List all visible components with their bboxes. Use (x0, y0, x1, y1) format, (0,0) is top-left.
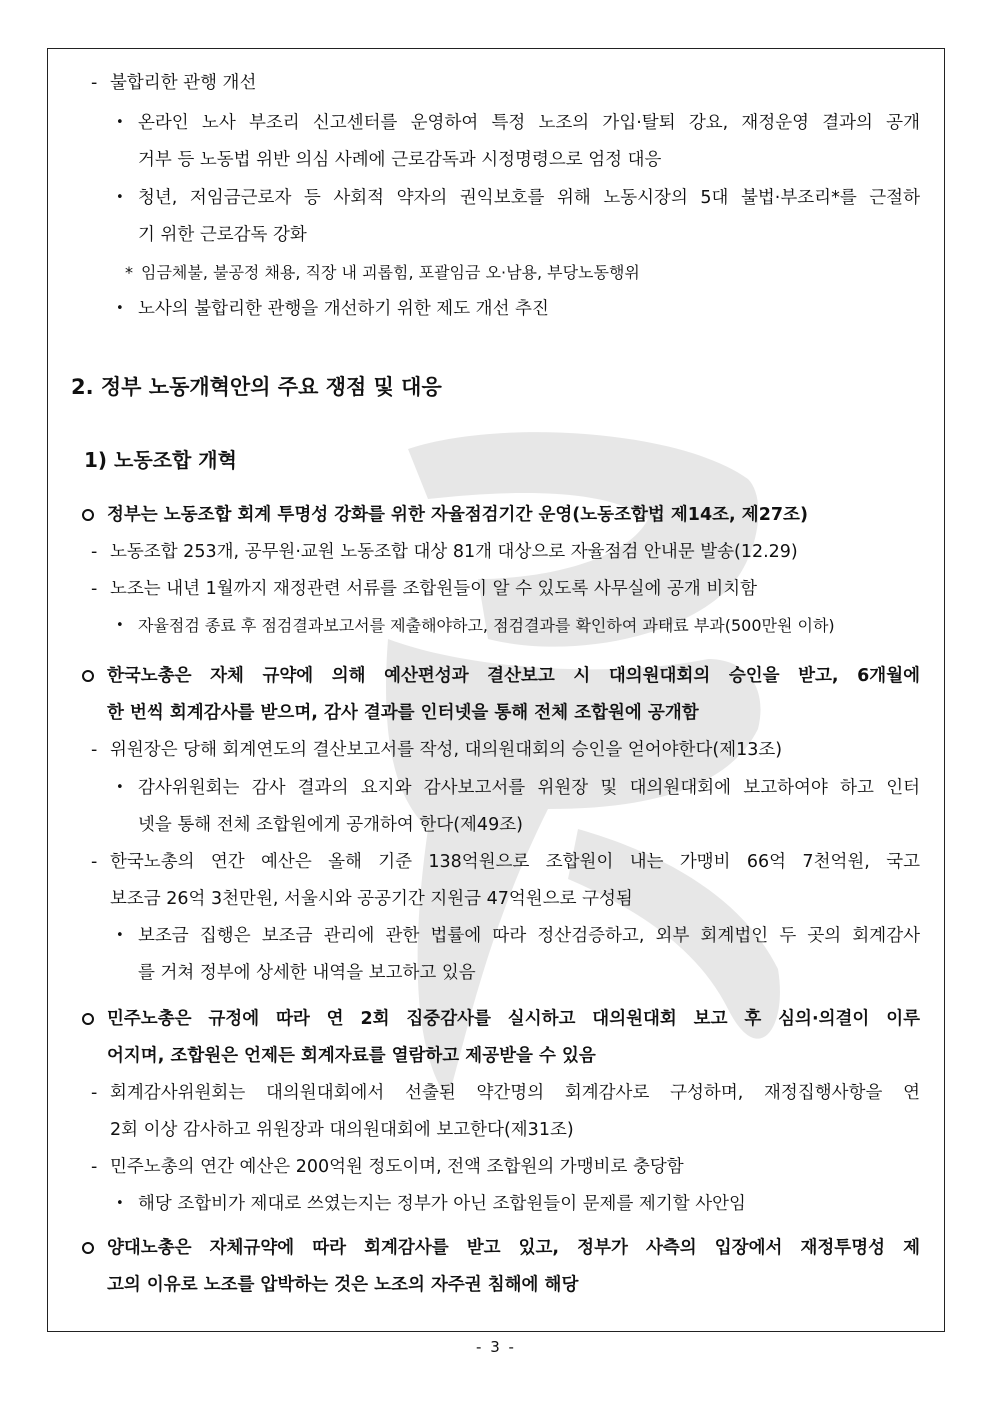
bullet-text: 온라인 노사 부조리 신고센터를 운영하여 특정 노조의 가입·탈퇴 강요, 재정운영 결과의 공개 (138, 113, 920, 133)
dash-marker: - (91, 542, 98, 562)
bullet-text: 해당 조합비가 제대로 쓰였는지는 정부가 아닌 조합원들이 문제를 제기할 사안임 (138, 1194, 746, 1214)
point-title: 정부는 노동조합 회계 투명성 강화를 위한 자율점검기간 운영(노동조합법 제14조, 제27조) (107, 505, 808, 525)
dash-text: 민주노총의 연간 예산은 200억원 정도이며, 전액 조합원의 가맹비로 충당함 (110, 1157, 684, 1177)
bullet-icon: • (116, 301, 124, 316)
point-title-cont: 고의 이유로 노조를 압박하는 것은 노조의 자주권 침해에 해당 (107, 1275, 579, 1295)
bullet-text: 자율점검 종료 후 점검결과보고서를 제출해야하고, 점검결과를 확인하여 과태료 부과(500만원 이하) (138, 616, 835, 635)
bullet-icon: • (116, 780, 124, 795)
dash-marker: - (91, 1157, 98, 1177)
bullet-icon: • (116, 618, 124, 633)
dash-text: 노동조합 253개, 공무원·교원 노동조합 대상 81개 대상으로 자율점검 안내문 발송(12.29) (110, 542, 798, 562)
asterisk-marker: * (125, 263, 133, 282)
bullet-icon: • (116, 928, 124, 943)
bullet-icon: • (116, 1196, 124, 1211)
dash-text-cont: 2회 이상 감사하고 위원장과 대의원대회에 보고한다(제31조) (110, 1120, 574, 1140)
page-number: - 3 - (476, 1338, 516, 1356)
dash-marker: - (91, 73, 98, 93)
dash-text: 노조는 내년 1월까지 재정관련 서류를 조합원들이 알 수 있도록 사무실에 공개 비치함 (110, 579, 758, 599)
footnote-text: 임금체불, 불공정 채용, 직장 내 괴롭힘, 포괄임금 오·남용, 부당노동행위 (141, 263, 640, 282)
dash-text: 회계감사위원회는 대의원대회에서 선출된 약간명의 회계감사로 구성하며, 재정집행사항을 연 (110, 1083, 920, 1103)
section-heading: 2. 정부 노동개혁안의 주요 쟁점 및 대응 (71, 375, 442, 399)
circle-bullet-icon (82, 1013, 94, 1025)
point-title: 민주노총은 규정에 따라 연 2회 집중감사를 실시하고 대의원대회 보고 후 심의·의결이 이루 (107, 1009, 920, 1029)
subsection-title: 1) 노동조합 개혁 (84, 448, 237, 472)
bullet-text-cont: 기 위한 근로감독 강화 (138, 225, 307, 245)
bullet-text-cont: 를 거쳐 정부에 상세한 내역을 보고하고 있음 (138, 963, 476, 983)
bullet-icon: • (116, 190, 124, 205)
point-title: 한국노총은 자체 규약에 의해 예산편성과 결산보고 시 대의원대회의 승인을 받고, 6개월에 (107, 666, 920, 686)
bullet-text-cont: 거부 등 노동법 위반 의심 사례에 근로감독과 시정명령으로 엄정 대응 (138, 150, 662, 170)
bullet-text: 감사위원회는 감사 결과의 요지와 감사보고서를 위원장 및 대의원대회에 보고하여야 하고 인터 (138, 778, 920, 798)
dash-marker: - (91, 1083, 98, 1103)
subsection-heading: 불합리한 관행 개선 (110, 73, 257, 93)
point-title: 양대노총은 자체규약에 따라 회계감사를 받고 있고, 정부가 사측의 입장에서 재정투명성 제 (107, 1238, 920, 1258)
page-frame (47, 48, 945, 1332)
bullet-text-cont: 넷을 통해 전체 조합원에게 공개하여 한다(제49조) (138, 815, 523, 835)
circle-bullet-icon (82, 670, 94, 682)
circle-bullet-icon (82, 509, 94, 521)
dash-text: 한국노총의 연간 예산은 올해 기준 138억원으로 조합원이 내는 가맹비 66억 7천억원, 국고 (110, 852, 920, 872)
point-title-cont: 어지며, 조합원은 언제든 회계자료를 열람하고 제공받을 수 있음 (107, 1046, 596, 1066)
bullet-text: 보조금 집행은 보조금 관리에 관한 법률에 따라 정산검증하고, 외부 회계법인 두 곳의 회계감사 (138, 926, 920, 946)
point-title-cont: 한 번씩 회계감사를 받으며, 감사 결과를 인터넷을 통해 전체 조합원에 공개함 (107, 703, 699, 723)
circle-bullet-icon (82, 1242, 94, 1254)
dash-marker: - (91, 740, 98, 760)
dash-marker: - (91, 852, 98, 872)
bullet-icon: • (116, 115, 124, 130)
dash-text: 위원장은 당해 회계연도의 결산보고서를 작성, 대의원대회의 승인을 얻어야한다(제13조) (110, 740, 783, 760)
dash-marker: - (91, 579, 98, 599)
bullet-text: 청년, 저임금근로자 등 사회적 약자의 권익보호를 위해 노동시장의 5대 불법·부조리*를 근절하 (138, 188, 920, 208)
bullet-text: 노사의 불합리한 관행을 개선하기 위한 제도 개선 추진 (138, 299, 549, 319)
dash-text-cont: 보조금 26억 3천만원, 서울시와 공공기간 지원금 47억원으로 구성됨 (110, 889, 633, 909)
